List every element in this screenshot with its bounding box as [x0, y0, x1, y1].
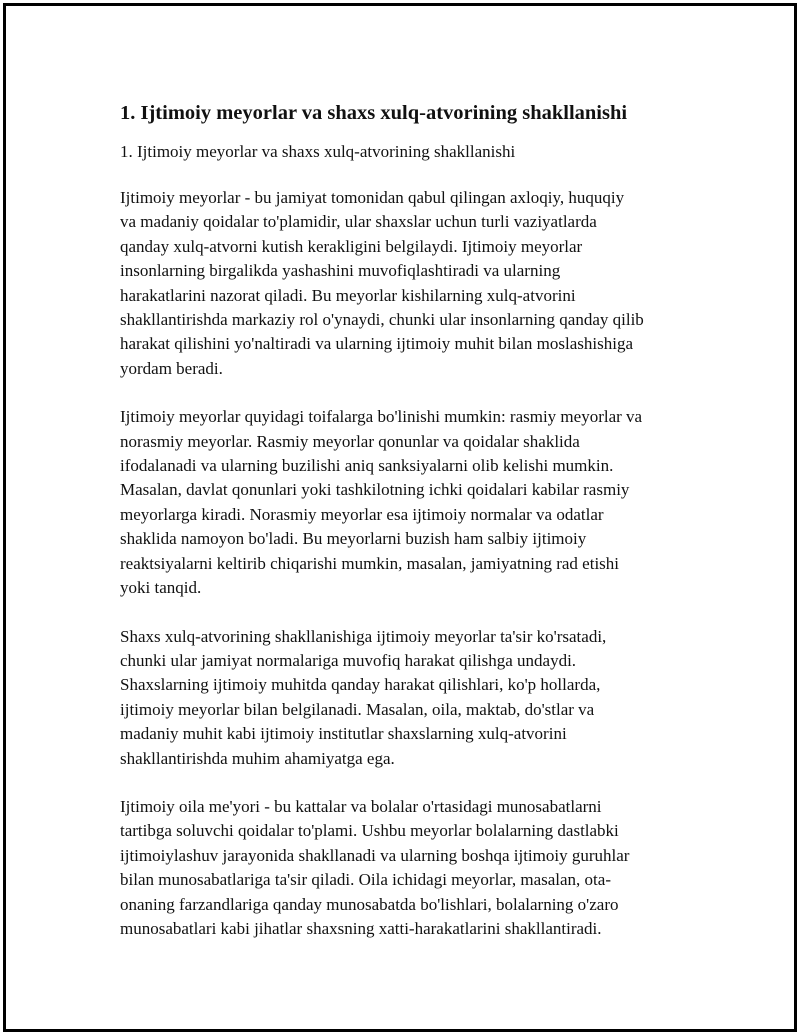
- paragraph-line: onaning farzandlariga qanday munosabatda bo'lishlari, bolalarning o'zaro: [120, 894, 619, 914]
- paragraph-line: insonlarning birgalikda yashashini muvofiqlashtiradi va ularning: [120, 261, 561, 281]
- document-body: [120, 100, 700, 965]
- paragraph-line: harakat qilishini yo'naltiradi va ularning ijtimoiy muhit bilan moslashishiga: [120, 334, 633, 354]
- paragraph-line: harakatlarini nazorat qiladi. Bu meyorlar kishilarning xulq-atvorini: [120, 285, 576, 305]
- paragraph-line: Ijtimoiy meyorlar quyidagi toifalarga bo'linishi mumkin: rasmiy meyorlar va: [120, 407, 643, 427]
- page-frame: [3, 3, 797, 1032]
- paragraph-1: [120, 186, 700, 381]
- paragraph-line: Masalan, davlat qonunlari yoki tashkilotning ichki qoidalari kabilar rasmiy: [120, 480, 630, 500]
- paragraph-line: norasmiy meyorlar. Rasmiy meyorlar qonunlar va qoidalar shaklida: [120, 431, 580, 451]
- paragraph-line: qanday xulq-atvorni kutish kerakligini belgilaydi. Ijtimoiy meyorlar: [120, 236, 583, 256]
- paragraph-line: tartibga soluvchi qoidalar to'plami. Ushbu meyorlar bolalarning dastlabki: [120, 821, 619, 841]
- paragraph-line: Ijtimoiy meyorlar - bu jamiyat tomonidan qabul qilingan axloqiy, huquqiy: [120, 188, 625, 207]
- paragraph-line: yordam beradi.: [120, 358, 223, 378]
- paragraph-line: Shaxs xulq-atvorining shakllanishiga ijtimoiy meyorlar ta'sir ko'rsatadi,: [120, 626, 607, 646]
- paragraph-line: bilan munosabatlariga ta'sir qiladi. Oila ichidagi meyorlar, masalan, ota-: [120, 870, 611, 890]
- paragraph-line: meyorlarga kiradi. Norasmiy meyorlar esa ijtimoiy normalar va odatlar: [120, 504, 604, 524]
- paragraph-line: shakllantirishda markaziy rol o'ynaydi, chunki ular insonlarning qanday qilib: [120, 310, 644, 330]
- paragraph-line: shakllantirishda muhim ahamiyatga ega.: [120, 748, 395, 768]
- paragraph-line: ijtimoiy meyorlar bilan belgilanadi. Masalan, oila, maktab, do'stlar va: [120, 699, 595, 719]
- paragraph-line: munosabatlari kabi jihatlar shaxsning xatti-harakatlarini shakllantiradi.: [120, 918, 602, 938]
- paragraph-line: reaktsiyalarni keltirib chiqarishi mumkin, masalan, jamiyatning rad etishi: [120, 553, 620, 573]
- paragraph-line: va madaniy qoidalar to'plamidir, ular shaxslar uchun turli vaziyatlarda: [120, 212, 597, 232]
- paragraph-4: [120, 795, 700, 941]
- paragraph-line: shaklida namoyon bo'ladi. Bu meyorlarni buzish ham salbiy ijtimoiy: [120, 529, 587, 549]
- document-subtitle: 1. Ijtimoiy meyorlar va shaxs xulq-atvorining shakllanishi: [120, 142, 516, 161]
- paragraph-line: madaniy muhit kabi ijtimoiy institutlar shaxslarning xulq-atvorini: [120, 724, 567, 744]
- paragraph-line: chunki ular jamiyat normalariga muvofiq harakat qilishga undaydi.: [120, 650, 577, 670]
- paragraph-2: [120, 405, 700, 600]
- paragraph-line: Shaxslarning ijtimoiy muhitda qanday harakat qilishlari, ko'p hollarda,: [120, 675, 601, 695]
- paragraph-line: Ijtimoiy oila me'yori - bu kattalar va bolalar o'rtasidagi munosabatlarni: [120, 796, 602, 816]
- paragraph-line: ifodalanadi va ularning buzilishi aniq sanksiyalarni olib kelishi mumkin.: [120, 456, 614, 476]
- paragraph-line: yoki tanqid.: [120, 578, 202, 598]
- paragraph-line: ijtimoiylashuv jarayonida shakllanadi va ularning boshqa ijtimoiy guruhlar: [120, 845, 630, 865]
- document-title: 1. Ijtimoiy meyorlar va shaxs xulq-atvorining shakllanishi: [120, 102, 628, 124]
- paragraph-3: [120, 625, 700, 771]
